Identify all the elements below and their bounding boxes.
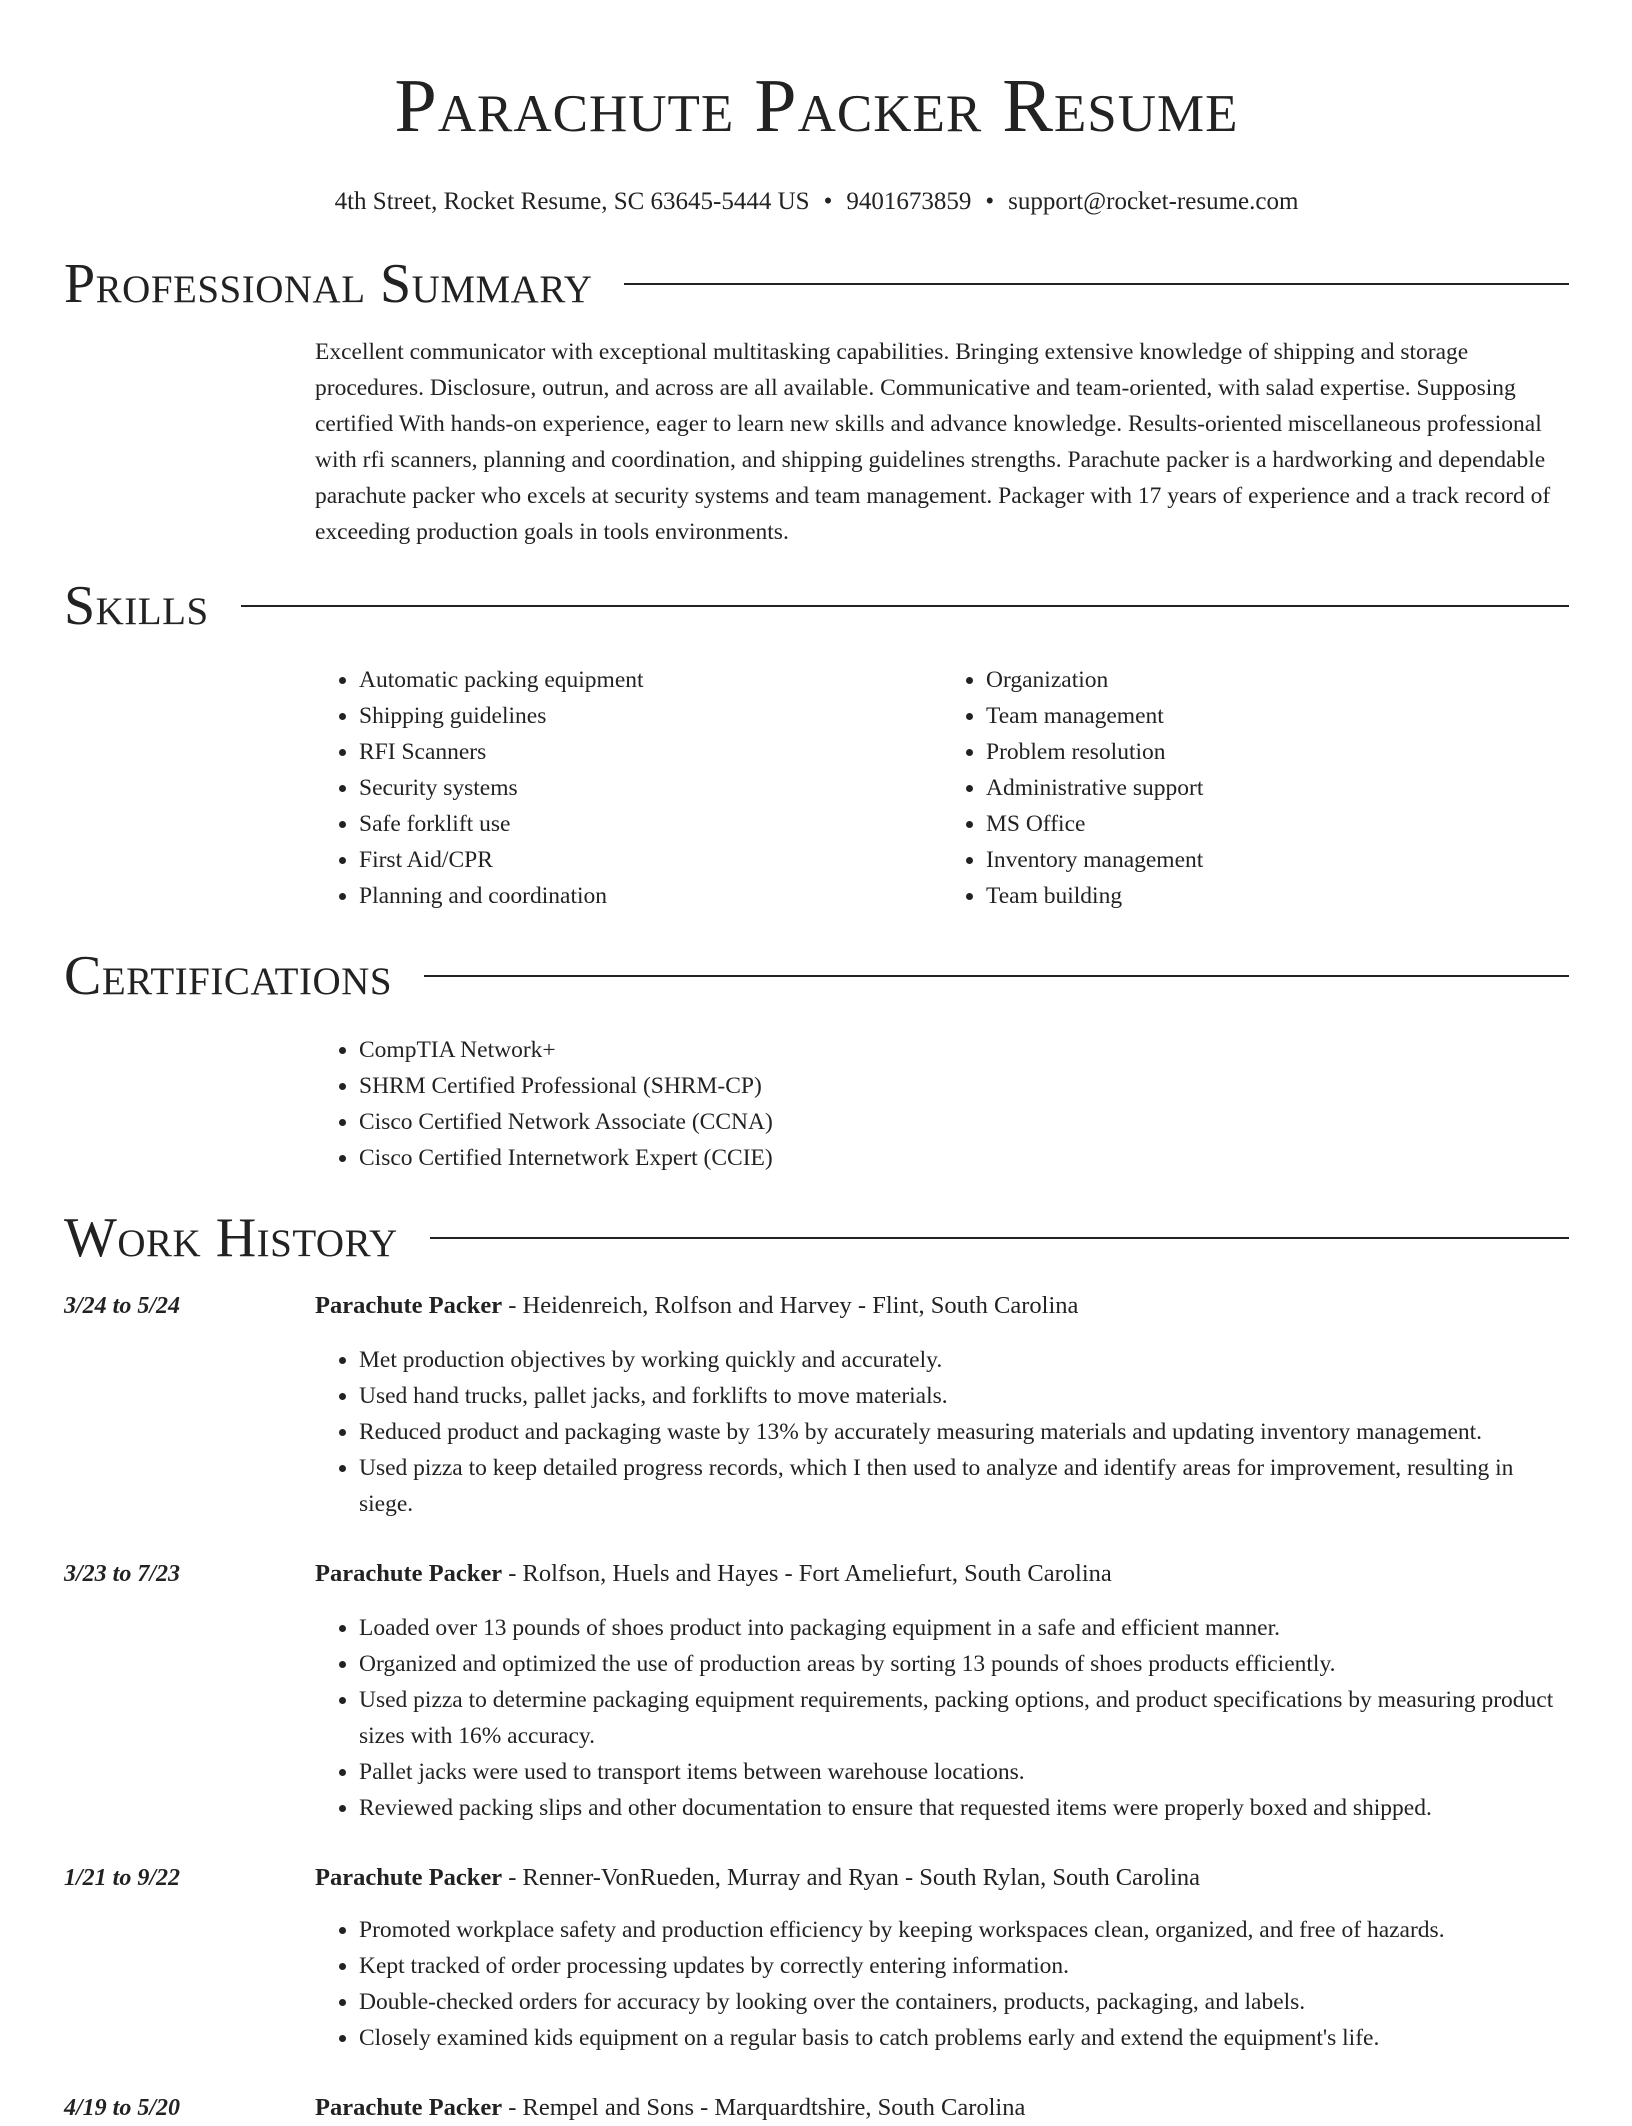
section-divider xyxy=(241,605,1569,607)
list-item: • Shipping guidelines xyxy=(359,698,942,734)
job-dates: 3/23 to 7/23 xyxy=(64,1561,181,1587)
contact-line xyxy=(64,186,1569,218)
separator: • xyxy=(985,188,995,215)
section-divider xyxy=(430,1237,1569,1239)
list-item: • Team management xyxy=(986,698,1569,734)
job-employer: - Heidenreich, Rolfson and Harvey - Flint, South Carolina xyxy=(502,1292,1079,1319)
list-item: • Organization xyxy=(986,662,1569,698)
list-item: • Closely examined kids equipment on a regular basis to catch problems early and extend the equipment's life. xyxy=(359,2020,1569,2056)
section-heading: Certifications xyxy=(64,945,393,1007)
list-item: • Cisco Certified Internetwork Expert (CCIE) xyxy=(359,1140,1569,1176)
list-item: • Promoted workplace safety and production efficiency by keeping workspaces clean, organized, and free of hazards. xyxy=(359,1912,1569,1948)
job-employer: - Rolfson, Huels and Hayes - Fort Ameliefurt, South Carolina xyxy=(502,1560,1112,1587)
list-item: • Loaded over 13 pounds of shoes product into packaging equipment in a safe and efficient manner. xyxy=(359,1610,1569,1646)
job-entry xyxy=(64,1288,1569,1522)
list-item: • SHRM Certified Professional (SHRM-CP) xyxy=(359,1068,1569,1104)
section-divider xyxy=(624,283,1569,285)
job-entry xyxy=(64,2090,1569,2126)
list-item: • Used hand trucks, pallet jacks, and forklifts to move materials. xyxy=(359,1378,1569,1414)
job-title-line xyxy=(315,1860,1569,1896)
job-title-line xyxy=(315,1556,1569,1592)
list-item: • Pallet jacks were used to transport items between warehouse locations. xyxy=(359,1754,1569,1790)
list-item: • Inventory management xyxy=(986,842,1569,878)
work-history-section-header xyxy=(64,1206,1569,1270)
job-bullets xyxy=(315,1912,1569,2056)
list-item: • Team building xyxy=(986,878,1569,914)
section-heading: Professional Summary xyxy=(64,253,593,315)
job-title-line xyxy=(315,1288,1569,1324)
list-item: • RFI Scanners xyxy=(359,734,942,770)
list-item: • Used pizza to determine packaging equipment requirements, packing options, and product specifications by measuring product sizes with 16% accuracy. xyxy=(359,1682,1569,1754)
list-item: • MS Office xyxy=(986,806,1569,842)
job-bullets xyxy=(315,1610,1569,1826)
skills-list xyxy=(315,662,1569,914)
list-item: • Security systems xyxy=(359,770,942,806)
list-item: • Cisco Certified Network Associate (CCNA) xyxy=(359,1104,1569,1140)
resume-title: Parachute Packer Resume xyxy=(394,64,1239,148)
section-heading: Skills xyxy=(64,575,209,637)
job-dates: 4/19 to 5/20 xyxy=(64,2095,181,2121)
certifications-list xyxy=(315,1032,1569,1176)
skills-column-right xyxy=(942,662,1569,914)
address: 4th Street, Rocket Resume, SC 63645-5444 US xyxy=(334,188,810,215)
summary-text: Excellent communicator with exceptional multitasking capabilities. Bringing extensive knowledge of shipping and storage procedures. Disclosure, outrun, and across are all available. Communicative and team-oriented, with salad expertise. Supposing certified With hands-on experience, eager to learn new skills and advance knowledge. Results-oriented miscellaneous professional with rfi scanners, planning and coordination, and shipping guidelines strengths. Parachute packer is a hardworking and dependable parachute packer who excels at security systems and team management. Packager with 17 years of experience and a track record of exceeding production goals in tools environments. xyxy=(315,339,1551,545)
job-title: Parachute Packer xyxy=(315,2094,503,2121)
list-item: • Reviewed packing slips and other documentation to ensure that requested items were properly boxed and shipped. xyxy=(359,1790,1569,1826)
job-title: Parachute Packer xyxy=(315,1560,503,1587)
job-dates: 1/21 to 9/22 xyxy=(64,1865,181,1891)
job-bullets xyxy=(315,1342,1569,1522)
list-item: • Organized and optimized the use of production areas by sorting 13 pounds of shoes products efficiently. xyxy=(359,1646,1569,1682)
email: support@rocket-resume.com xyxy=(1008,188,1299,215)
list-item: • Used pizza to keep detailed progress records, which I then used to analyze and identify areas for improvement, resulting in siege. xyxy=(359,1450,1569,1522)
job-entry xyxy=(64,1556,1569,1826)
job-dates: 3/24 to 5/24 xyxy=(64,1293,181,1319)
job-employer: - Rempel and Sons - Marquardtshire, South Carolina xyxy=(502,2094,1026,2121)
list-item: • CompTIA Network+ xyxy=(359,1032,1569,1068)
phone: 9401673859 xyxy=(846,188,972,215)
list-item: • Reduced product and packaging waste by 13% by accurately measuring materials and updating inventory management. xyxy=(359,1414,1569,1450)
list-item: • Planning and coordination xyxy=(359,878,942,914)
certifications-section-header xyxy=(64,944,1569,1008)
job-entry xyxy=(64,1860,1569,2056)
job-title: Parachute Packer xyxy=(315,1292,503,1319)
list-item: • Met production objectives by working quickly and accurately. xyxy=(359,1342,1569,1378)
list-item: • Safe forklift use xyxy=(359,806,942,842)
list-item: • Automatic packing equipment xyxy=(359,662,942,698)
job-employer: - Renner-VonRueden, Murray and Ryan - South Rylan, South Carolina xyxy=(502,1864,1201,1891)
section-divider xyxy=(424,975,1569,977)
list-item: • Problem resolution xyxy=(986,734,1569,770)
skills-section-header xyxy=(64,574,1569,638)
skills-column-left xyxy=(315,662,942,914)
job-title: Parachute Packer xyxy=(315,1864,503,1891)
list-item: • First Aid/CPR xyxy=(359,842,942,878)
summary-section-header xyxy=(64,252,1569,316)
job-title-line xyxy=(315,2090,1569,2126)
list-item: • Double-checked orders for accuracy by looking over the containers, products, packaging, and labels. xyxy=(359,1984,1569,2020)
section-heading: Work History xyxy=(64,1207,398,1269)
separator: • xyxy=(823,188,833,215)
list-item: • Administrative support xyxy=(986,770,1569,806)
list-item: • Kept tracked of order processing updates by correctly entering information. xyxy=(359,1948,1569,1984)
